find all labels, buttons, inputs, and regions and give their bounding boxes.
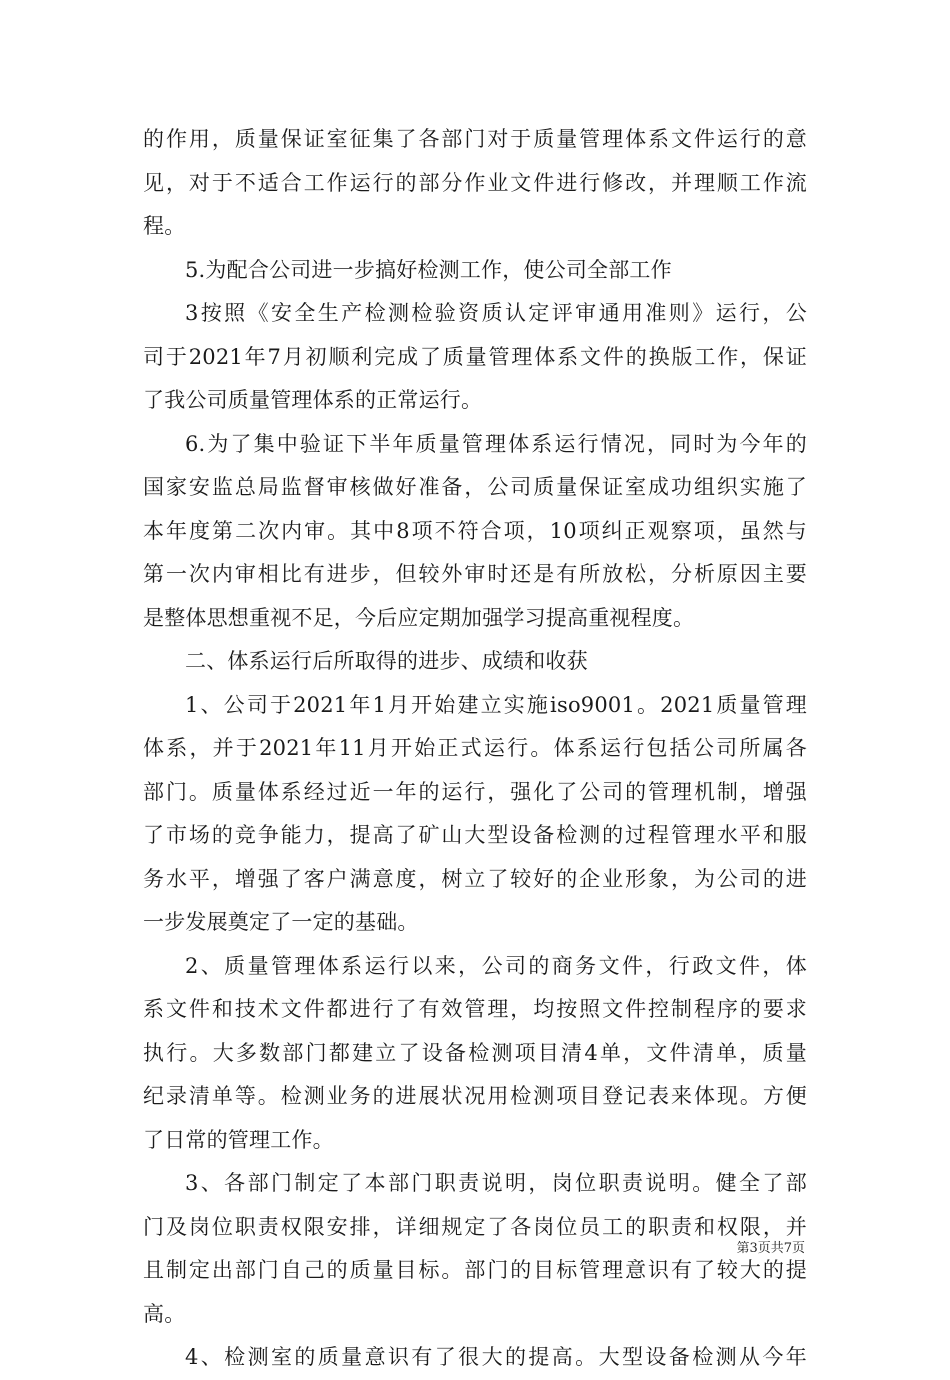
text-line: 的作用，质量保证室征集了各部门对于质量管理体系文件运行的意 bbox=[143, 127, 807, 151]
text-line: 了日常的管理工作。 bbox=[143, 1127, 334, 1152]
text-line: 且制定出部门自己的质量目标。部门的目标管理意识有了较大的提 bbox=[143, 1258, 807, 1282]
text-line: 5.为配合公司进一步搞好检测工作，使公司全部工作 bbox=[185, 257, 672, 282]
text-line: 系文件和技术文件都进行了有效管理，均按照文件控制程序的要求 bbox=[143, 997, 807, 1021]
text-line: 了市场的竞争能力，提高了矿山大型设备检测的过程管理水平和服 bbox=[143, 823, 807, 847]
text-line: 第一次内审相比有进步，但较外审时还是有所放松，分析原因主要 bbox=[143, 562, 807, 586]
text-line: 二、体系运行后所取得的进步、成绩和收获 bbox=[185, 649, 588, 673]
text-line: 一步发展奠定了一定的基础。 bbox=[143, 910, 419, 934]
text-line: 部门。质量体系经过近一年的运行，强化了公司的管理机制，增强 bbox=[143, 779, 807, 804]
text-line: 国家安监总局监督审核做好准备，公司质量保证室成功组织实施了 bbox=[143, 475, 807, 499]
text-line: 4、检测室的质量意识有了很大的提高。大型设备检测从今年 bbox=[185, 1345, 807, 1369]
text-line: 见，对于不适合工作运行的部分作业文件进行修改，并理顺工作流 bbox=[143, 170, 807, 195]
text-line: 2、质量管理体系运行以来，公司的商务文件，行政文件，体 bbox=[185, 953, 807, 978]
document-body bbox=[143, 118, 807, 1380]
text-line: 司于2021年7月初顺利完成了质量管理体系文件的换版工作，保证 bbox=[143, 344, 807, 369]
text-line: 1、公司于2021年1月开始建立实施iso9001。2021质量管理 bbox=[185, 692, 807, 717]
text-line: 体系，并于2021年11月开始正式运行。体系运行包括公司所属各 bbox=[143, 736, 807, 760]
text-line: 3、各部门制定了本部门职责说明，岗位职责说明。健全了部 bbox=[185, 1171, 807, 1195]
text-line: 务水平，增强了客户满意度，树立了较好的企业形象，为公司的进 bbox=[143, 866, 807, 891]
text-line: 门及岗位职责权限安排，详细规定了各岗位员工的职责和权限，并 bbox=[143, 1214, 807, 1239]
text-line: 执行。大多数部门都建立了设备检测项目清4单，文件清单，质量 bbox=[143, 1040, 807, 1065]
text-line: 纪录清单等。检测业务的进展状况用检测项目登记表来体现。方便 bbox=[143, 1084, 807, 1108]
page-number: 第3页共7页 bbox=[736, 1241, 805, 1256]
text-line: 了我公司质量管理体系的正常运行。 bbox=[143, 388, 483, 412]
text-line: 是整体思想重视不足，今后应定期加强学习提高重视程度。 bbox=[143, 605, 695, 630]
text-line: 程。 bbox=[143, 214, 186, 238]
text-line: 高。 bbox=[143, 1301, 186, 1326]
text-line: 本年度第二次内审。其中8项不符合项，10项纠正观察项，虽然与 bbox=[143, 518, 807, 543]
text-line: 6.为了集中验证下半年质量管理体系运行情况，同时为今年的 bbox=[185, 431, 807, 456]
text-line: 3按照《安全生产检测检验资质认定评审通用准则》运行，公 bbox=[185, 301, 807, 325]
